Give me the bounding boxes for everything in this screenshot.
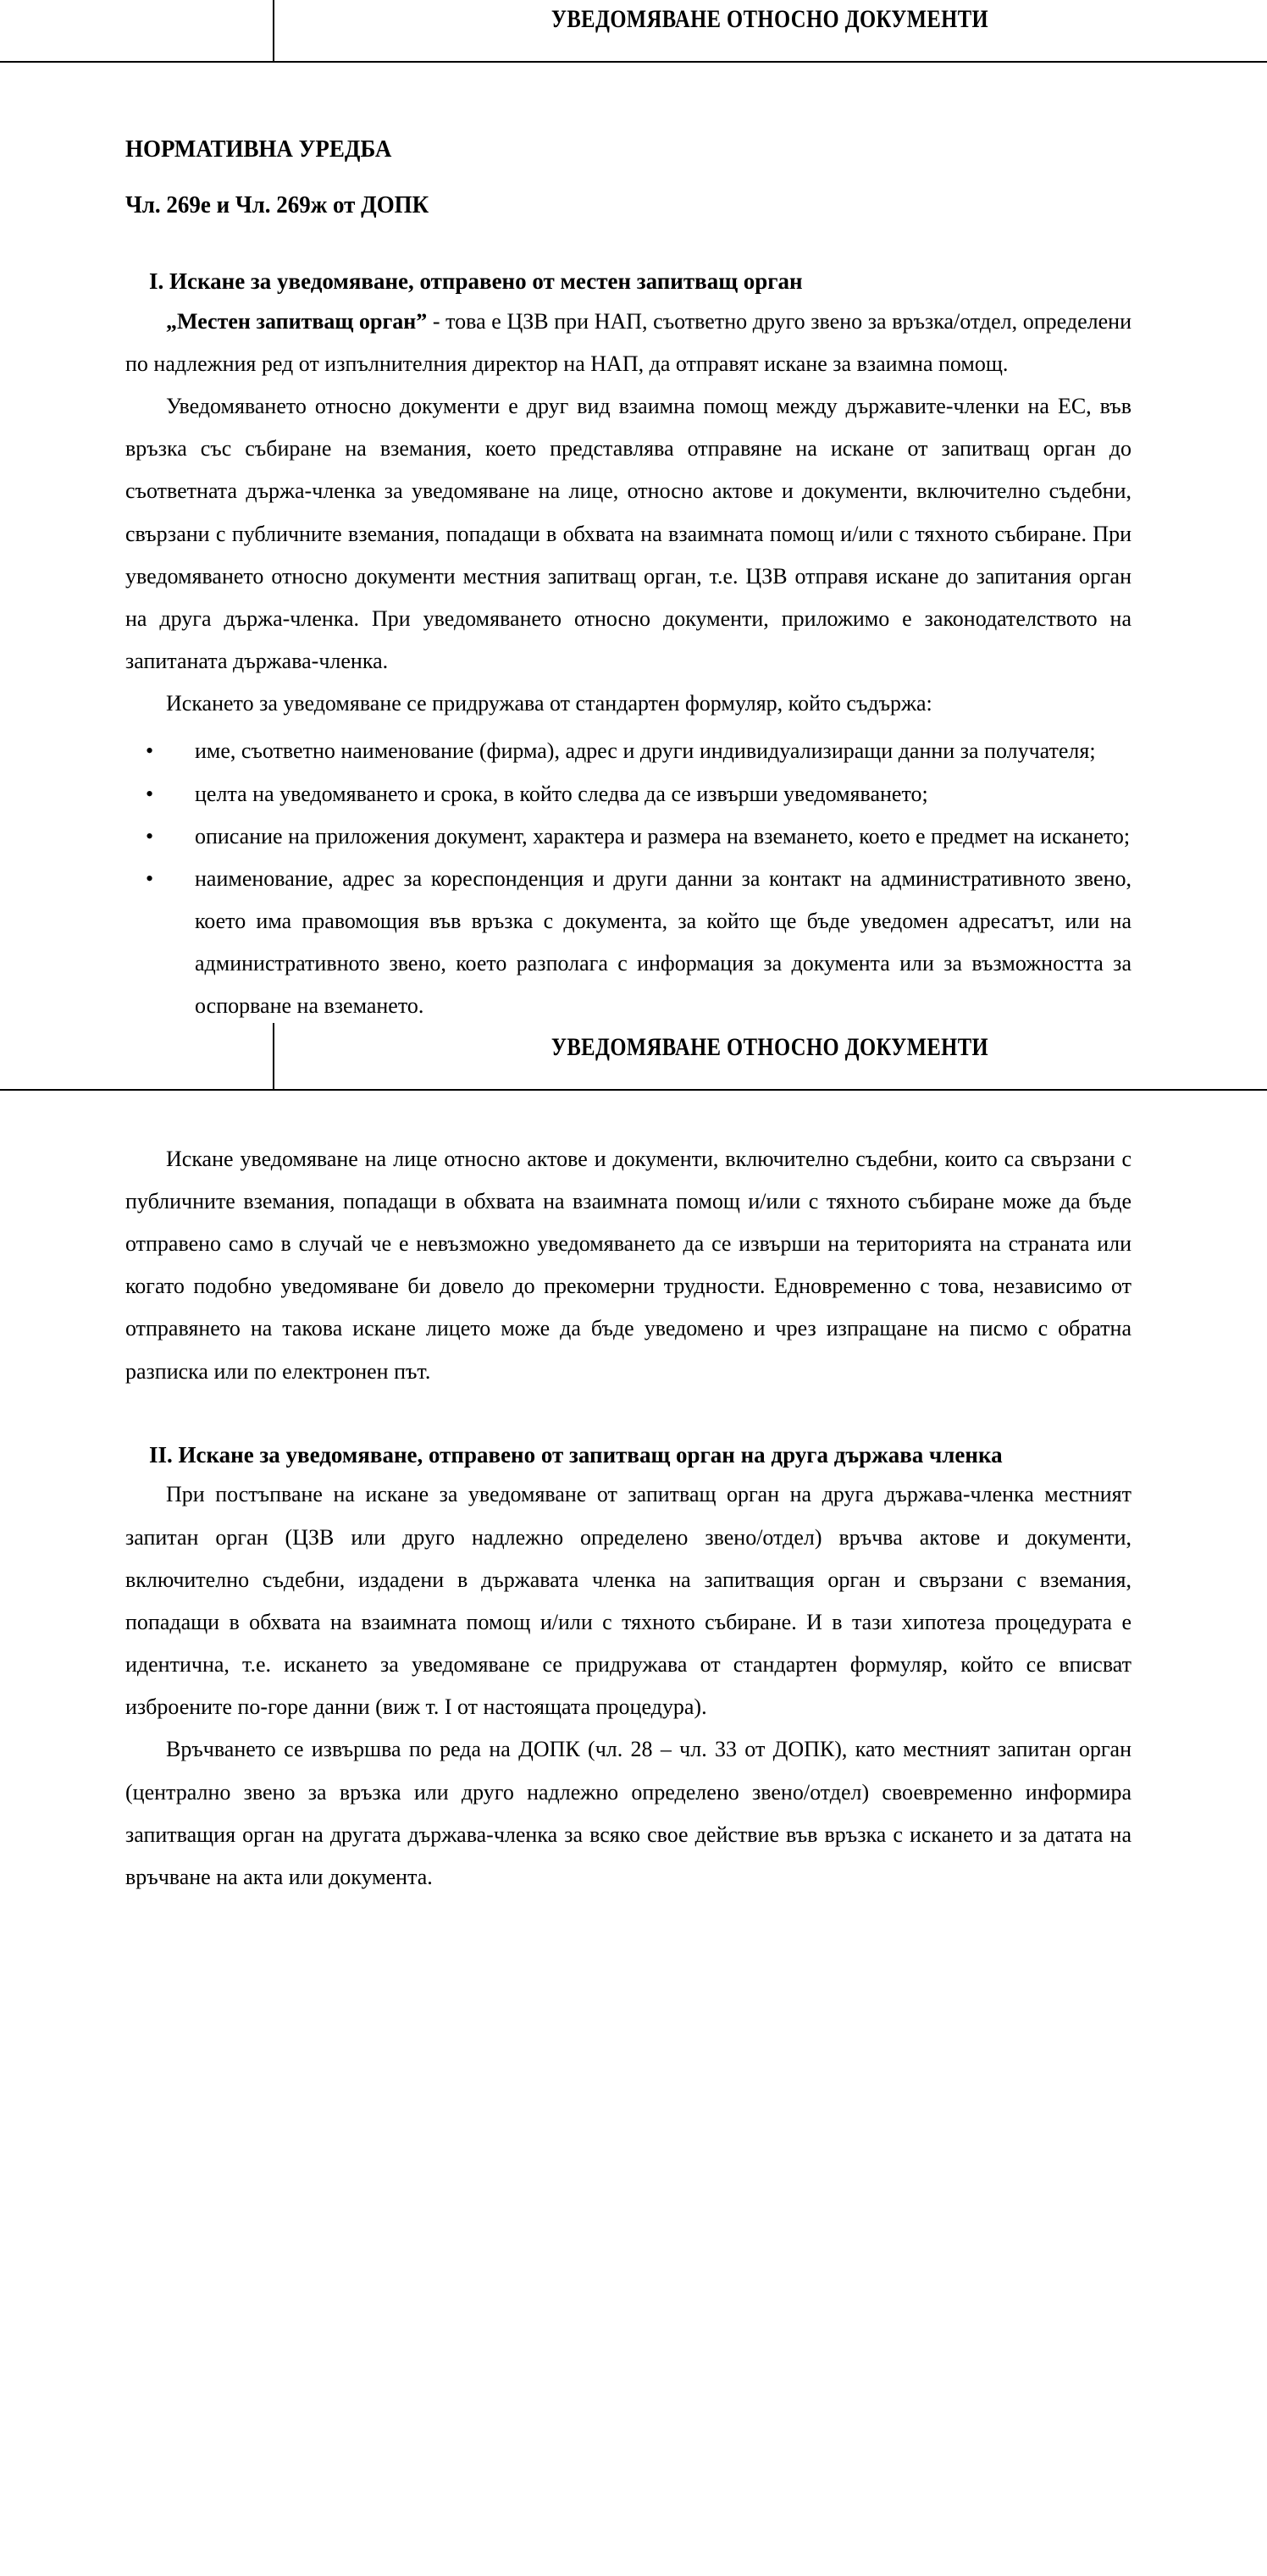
- list-item: [125, 773, 1131, 815]
- page-1-content: [0, 63, 1267, 1028]
- page-header-1: [0, 0, 1267, 63]
- page-two-paragraph-1: Искане уведомяване на лице относно актове и документи, включително съдебни, които са свързани с публичните вземания, попадащи в обхвата на взаимната помощ и/или с тяхното събиране може да бъде отправено само в случай че е невъзможно уведомяването да се извърши на територията на страната или когато подобно уведомяване би довело до прекомерни трудности. Едновременно с това, независимо от отправянето на такова искане лицето може да бъде уведомено и чрез изпращане на писмо с обратна разписка или по електронен път.: [125, 1146, 1131, 1384]
- list-item: [125, 815, 1131, 858]
- vertical-rule-icon: [273, 0, 274, 61]
- list-item: [125, 730, 1131, 772]
- bullet-icon: •: [146, 781, 154, 806]
- vertical-rule-icon: [273, 1023, 274, 1089]
- list-item-label: целта на уведомяването и срока, в който следва да се извърши уведомяването;: [195, 781, 928, 806]
- section-one-paragraph-1-rest: - това е ЦЗВ при НАП, съответно друго звено за връзка/отдел, определени по надлежния ред от изпълнителния директор на НАП, да отправят искане за взаимна помощ.: [125, 308, 1131, 376]
- page-2-content: [0, 1091, 1267, 1905]
- list-item-label: име, съответно наименование (фирма), адрес и други индивидуализиращи данни за получателя;: [195, 738, 1096, 764]
- section-one-bullet-list: [125, 725, 1131, 1027]
- bullet-icon: •: [146, 865, 154, 891]
- section-two-paragraph-1: При постъпване на искане за уведомяване от запитващ орган на друга държава-членка местният запитан орган (ЦЗВ или друго надлежно определено звено/отдел) връчва актове и документи, включително съдебни, издадени в държавата членка на запитващия орган и свързани с вземания, попадащи в обхвата на взаимната помощ и/или с тяхното събиране. И в тази хипотеза процедурата е идентична, т.е. искането за уведомяване се придружава от стандартен формуляр, който се вписват изброените по-горе данни (виж т. I от настоящата процедура).: [125, 1482, 1131, 1720]
- bullet-icon: •: [146, 823, 154, 849]
- page-bottom-spacer: [125, 1899, 1131, 1905]
- local-requesting-authority-term: „Местен запитващ орган”: [166, 308, 428, 334]
- section-one-paragraph-3: Искането за уведомяване се придружава от стандартен формуляр, който съдържа:: [166, 691, 932, 716]
- section-one-paragraph-1: [125, 301, 1131, 385]
- document-page-1: [0, 0, 1267, 1028]
- section-two-heading: II. Искане за уведомяване, отправено от запитващ орган на друга държава членка: [149, 1441, 1003, 1468]
- section-one-paragraph-2: Уведомяването относно документи е друг вид взаимна помощ между държавите-членки на ЕС, във връзка със събиране на вземания, което представлява отправяне на искане от запитващ орган до съответната държа-членка за уведомяване на лице, относно актове и документи, включително съдебни, свързани с публичните вземания, попадащи в обхвата на взаимната помощ и/или с тяхното събиране. При уведомяването относно документи местния запитващ орган, т.е. ЦЗВ отправя искане до запитания орган на друга държа-членка. При уведомяването относно документи, приложимо е законодателството на запитаната държава-членка.: [125, 394, 1131, 674]
- header-title: УВЕДОМЯВАНЕ ОТНОСНО ДОКУМЕНТИ: [551, 5, 989, 33]
- section-one-heading: I. Искане за уведомяване, отправено от местен запитващ орган: [149, 268, 803, 294]
- list-item: [125, 858, 1131, 1028]
- page-header-2: [0, 1028, 1267, 1091]
- list-item-label: описание на приложения документ, характера и размера на вземането, което е предмет на искането;: [195, 823, 1131, 849]
- bullet-icon: •: [146, 738, 154, 764]
- section-two-paragraph-2: Връчването се извършва по реда на ДОПК (чл. 28 – чл. 33 от ДОПК), като местният запитан орган (централно звено за връзка или друго надлежно определено звено/отдел) своевременно информира запитващия орган на другата държава-членка за всяко свое действие във връзка с искането и за датата на връчване на акта или документа.: [125, 1737, 1131, 1889]
- page-subtitle: Чл. 269е и Чл. 269ж от ДОПК: [125, 191, 429, 218]
- document-page-2: [0, 1028, 1267, 1905]
- list-item-label: наименование, адрес за кореспонденция и други данни за контакт на административното звено, което има правомощия във връзка с документа, за който ще бъде уведомен адресатът, или на административното звено, което разполага с информация за документа или за възможността за оспорване на вземането.: [195, 865, 1131, 1019]
- header-title: УВЕДОМЯВАНЕ ОТНОСНО ДОКУМЕНТИ: [551, 1032, 989, 1061]
- page-title: НОРМАТИВНА УРЕДБА: [125, 135, 392, 163]
